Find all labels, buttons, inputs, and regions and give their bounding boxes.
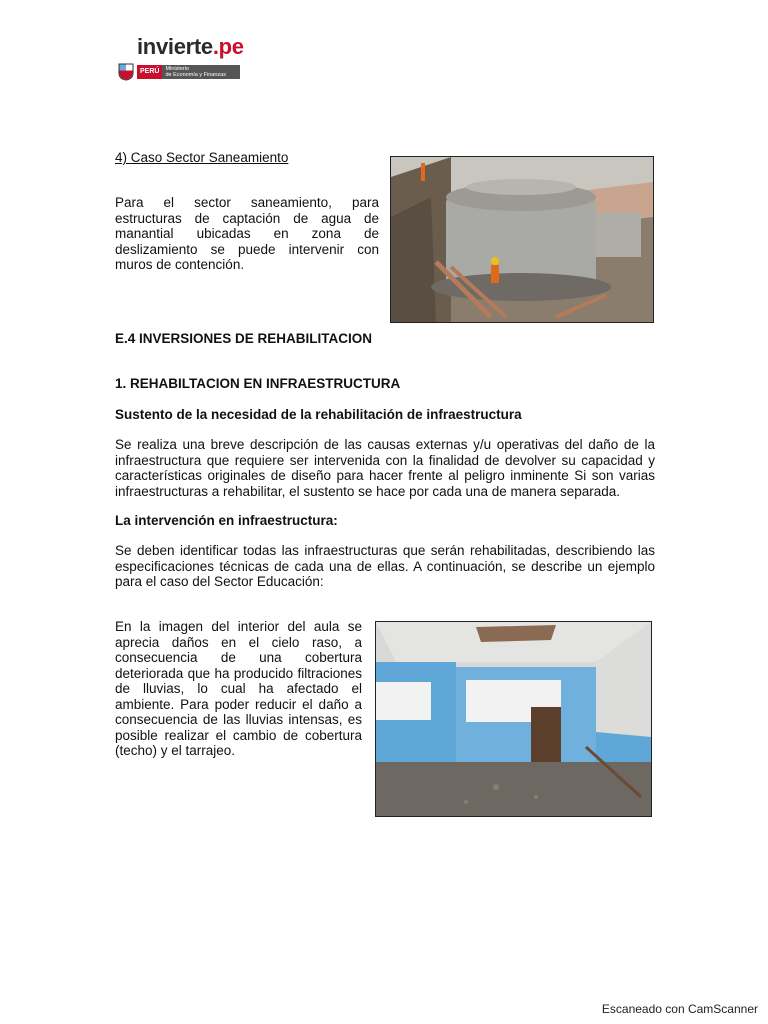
sustento-paragraph: Se realiza una breve descripción de las causas externas y/u operativas del daño de la infraestructura que requiere ser intervenida con la finalidad de devolver su capacidad y características originales de diseño para hacer frente al peligro inminente Si son varias infraestructuras a rehabilitar, el sustento se hace por cada una de manera separada. <box>115 437 655 499</box>
camscanner-watermark: Escaneado con CamScanner <box>601 1002 758 1016</box>
invierte-logo <box>137 34 244 60</box>
classroom-image <box>376 622 651 816</box>
logo-main-text: invierte <box>137 34 213 59</box>
ministry-line-1: Ministerio <box>165 66 189 72</box>
saneamiento-paragraph: Para el sector saneamiento, para estructuras de captación de agua de manantial ubicadas en zona de deslizamiento se puede intervenir con muros de contención. <box>115 195 379 272</box>
ministry-logo <box>118 62 240 82</box>
logo-suffix-text: .pe <box>212 34 244 59</box>
intervencion-heading: La intervención en infraestructura: <box>115 513 338 528</box>
rehabilitacion-subheading: 1. REHABILTACION EN INFRAESTRUCTURA <box>115 376 401 391</box>
water-tank-image <box>391 157 653 322</box>
peru-shield-icon <box>118 63 134 81</box>
ministry-label <box>162 65 240 79</box>
classroom-photo <box>375 621 652 817</box>
peru-label: PERÚ <box>137 65 162 79</box>
aula-paragraph: En la imagen del interior del aula se aprecia daños en el cielo raso, a consecuencia de una cobertura deteriorada que ha producido filtraciones de lluvias, lo cual ha afectado el ambiente. Para poder reducir el daño a consecuencia de las lluvias intensas, es posible realizar el cambio de cobertura (techo) y el tarrajeo. <box>115 619 362 758</box>
e4-heading: E.4 INVERSIONES DE REHABILITACION <box>115 331 373 346</box>
ministry-line-2: de Economía y Finanzas <box>165 72 226 78</box>
water-tank-photo <box>390 156 654 323</box>
intervencion-paragraph: Se deben identificar todas las infraestructuras que serán rehabilitadas, describiendo las especificaciones técnicas de cada una de ellas. A continuación, se describe un ejemplo para el caso del Sector Educación: <box>115 543 655 589</box>
section-title: 4) Caso Sector Saneamiento <box>115 150 289 165</box>
sustento-heading: Sustento de la necesidad de la rehabilitación de infraestructura <box>115 407 522 422</box>
